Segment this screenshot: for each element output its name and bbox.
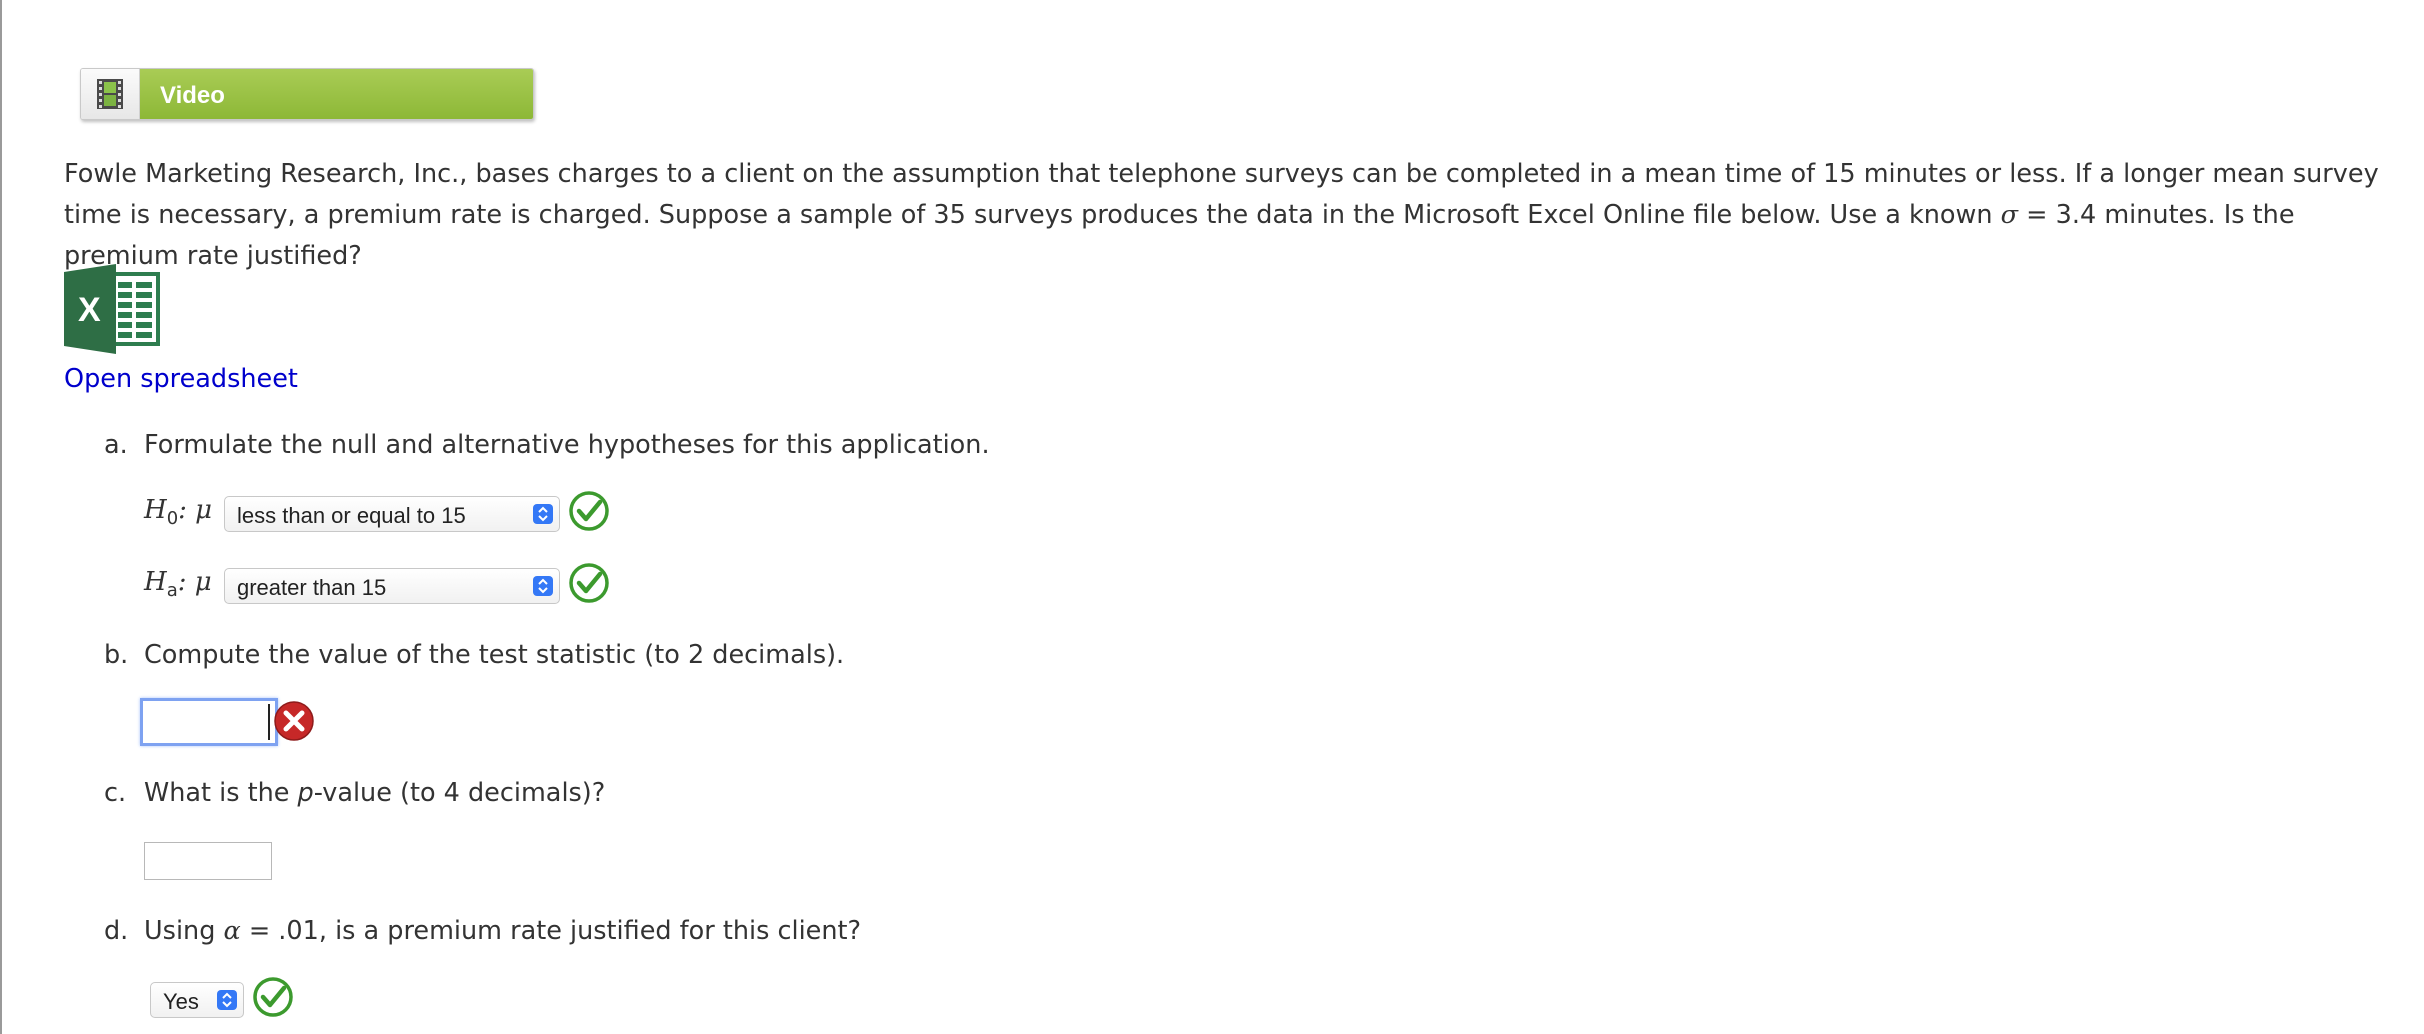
part-d-question [144,916,861,946]
sigma-symbol: σ [2000,200,2019,230]
chevron-updown-icon [217,990,237,1010]
part-c-letter: c. [104,778,127,808]
part-c-text-1: What is the [144,778,298,808]
problem-statement [64,154,2410,277]
video-icon-box [81,69,140,119]
ha-selected-value: greater than 15 [237,575,387,600]
h0-mu: : μ [178,495,213,525]
correct-check-icon [252,976,294,1018]
correct-check-icon [568,490,610,532]
h0-select[interactable] [224,496,560,532]
alpha-symbol: α [223,916,241,946]
open-spreadsheet-link[interactable]: Open spreadsheet [64,364,298,394]
h0-selected-value: less than or equal to 15 [237,503,466,528]
video-label-area [140,69,533,119]
ha-symbol: H [144,567,167,597]
problem-text-2: = 3.4 minutes. Is the premium rate justified? [64,200,2295,271]
ha-mu: : μ [177,567,212,597]
svg-text:X: X [78,291,101,329]
correct-check-icon [568,562,610,604]
video-button[interactable] [80,68,534,120]
ha-select[interactable] [224,568,560,604]
excel-icon[interactable] [64,264,160,354]
chevron-updown-icon [533,576,553,596]
part-c-question [144,778,605,808]
ha-subscript: a [166,580,178,602]
film-icon [97,79,123,109]
ha-label [144,567,212,601]
test-statistic-input[interactable] [140,698,278,746]
incorrect-x-icon [273,700,315,742]
part-d-letter: d. [104,916,129,946]
part-a-letter: a. [104,430,128,460]
h0-subscript: 0 [166,508,179,530]
problem-text-1: Fowle Marketing Research, Inc., bases charges to a client on the assumption that telephone surveys can be completed in a mean time of 15 minutes or less. If a longer mean survey time is necessary, a premium rate is charged. Suppose a sample of 35 surveys produces the data in the Microsoft Excel Online file below. Use a known [64,159,2379,230]
part-b-question: Compute the value of the test statistic (to 2 decimals). [144,640,845,670]
p-italic: p [297,778,314,808]
premium-selected-value: Yes [163,989,199,1014]
video-label: Video [160,82,225,109]
left-border [0,0,2,1034]
part-d-text-1: Using [144,916,224,946]
h0-symbol: H [144,495,167,525]
part-a-question: Formulate the null and alternative hypotheses for this application. [144,430,990,460]
p-value-input[interactable] [144,842,272,880]
part-d-text-2: = .01, is a premium rate justified for this client? [240,916,862,946]
part-b-letter: b. [104,640,129,670]
premium-justified-select[interactable] [150,982,244,1018]
h0-label [144,495,212,529]
chevron-updown-icon [533,504,553,524]
part-c-text-2: -value (to 4 decimals)? [313,778,606,808]
text-caret [268,704,270,740]
